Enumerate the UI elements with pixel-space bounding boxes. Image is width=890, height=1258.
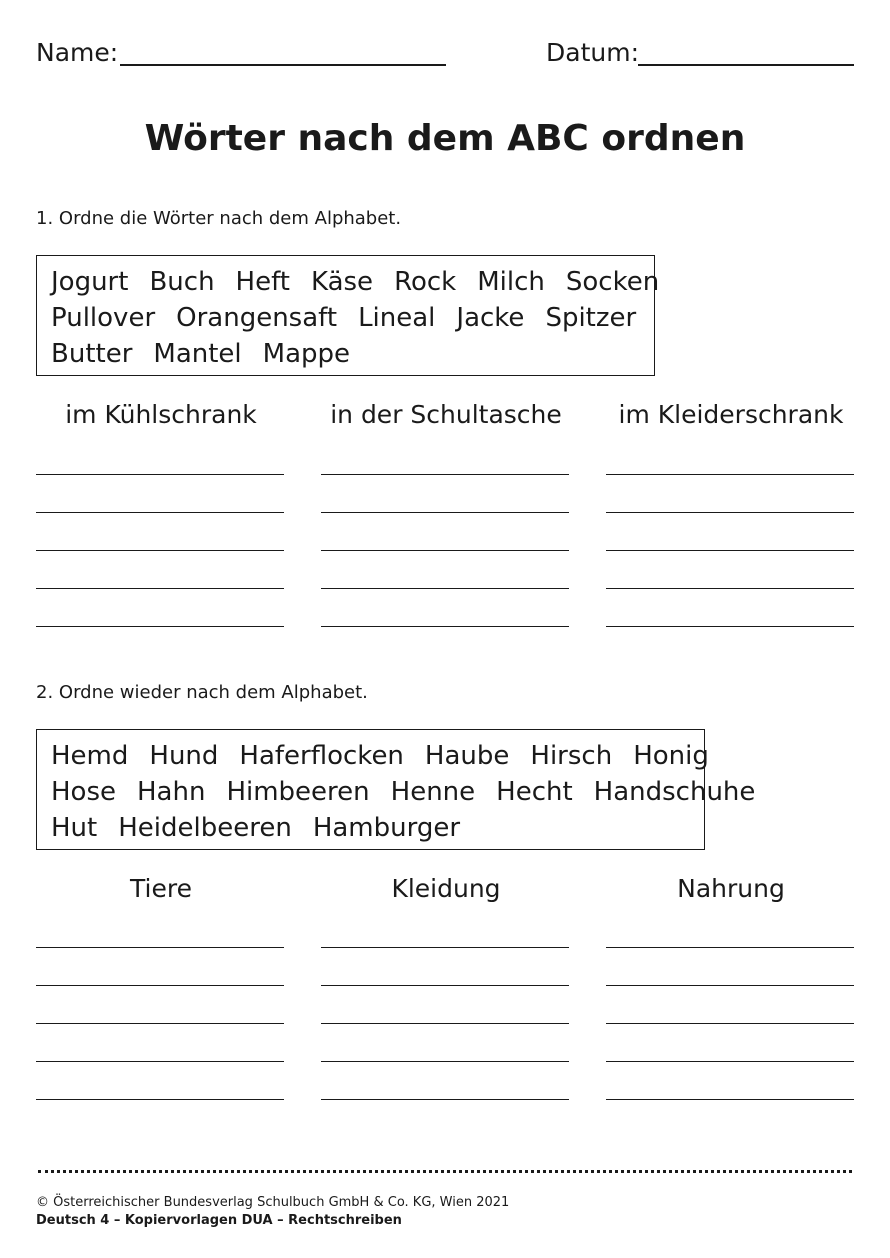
word: Haferflocken (239, 741, 404, 771)
word: Henne (390, 777, 476, 807)
word: Hahn (137, 777, 206, 807)
word-row (51, 264, 660, 300)
word: Butter (51, 339, 133, 369)
exercise1-instruction: 1. Ordne die Wörter nach dem Alphabet. (36, 208, 402, 229)
name-label: Name: (36, 38, 119, 67)
word: Mantel (153, 339, 242, 369)
word: Jacke (456, 303, 525, 333)
answer-line[interactable] (606, 1061, 854, 1062)
word: Socken (565, 267, 660, 297)
answer-line[interactable] (321, 626, 569, 627)
word: Hemd (51, 741, 129, 771)
answer-line[interactable] (606, 985, 854, 986)
answer-line[interactable] (36, 588, 284, 589)
name-field[interactable] (120, 64, 446, 66)
column-title-animals: Tiere (130, 874, 192, 903)
date-label: Datum: (546, 38, 639, 67)
answer-line[interactable] (606, 474, 854, 475)
answer-line[interactable] (321, 474, 569, 475)
answer-line[interactable] (606, 1023, 854, 1024)
exercise2-instruction: 2. Ordne wieder nach dem Alphabet. (36, 682, 368, 703)
word: Himbeeren (226, 777, 370, 807)
word: Spitzer (545, 303, 637, 333)
exercise2-word-box (36, 729, 756, 850)
word: Hose (51, 777, 116, 807)
word: Honig (633, 741, 709, 771)
answer-line[interactable] (321, 588, 569, 589)
answer-line[interactable] (36, 626, 284, 627)
column-title-schoolbag: in der Schultasche (330, 400, 562, 429)
word: Rock (394, 267, 457, 297)
column-title-clothing: Kleidung (391, 874, 501, 903)
word-row (51, 300, 640, 336)
answer-line[interactable] (321, 947, 569, 948)
date-field[interactable] (638, 64, 854, 66)
word: Hirsch (530, 741, 613, 771)
column-title-wardrobe: im Kleiderschrank (618, 400, 844, 429)
column-title-food: Nahrung (677, 874, 785, 903)
word: Orangensaft (176, 303, 338, 333)
word: Hamburger (312, 813, 461, 843)
answer-line[interactable] (321, 985, 569, 986)
word: Buch (149, 267, 215, 297)
word-row (51, 774, 756, 810)
word: Pullover (51, 303, 156, 333)
word-row (51, 810, 690, 846)
answer-line[interactable] (606, 626, 854, 627)
answer-line[interactable] (36, 1023, 284, 1024)
word: Handschuhe (593, 777, 756, 807)
answer-line[interactable] (606, 1099, 854, 1100)
page-title: Wörter nach dem ABC ordnen (144, 118, 746, 159)
answer-line[interactable] (321, 550, 569, 551)
word: Hut (51, 813, 98, 843)
word: Heft (235, 267, 290, 297)
word: Heidelbeeren (118, 813, 292, 843)
answer-line[interactable] (36, 947, 284, 948)
word: Hecht (496, 777, 573, 807)
answer-line[interactable] (606, 550, 854, 551)
answer-line[interactable] (321, 1099, 569, 1100)
answer-line[interactable] (36, 474, 284, 475)
word: Milch (477, 267, 545, 297)
word: Jogurt (51, 267, 129, 297)
footer-dotted-divider (38, 1170, 852, 1173)
word-row (51, 336, 640, 372)
answer-line[interactable] (321, 512, 569, 513)
word: Käse (310, 267, 374, 297)
word: Hund (149, 741, 219, 771)
exercise1-word-box (36, 255, 660, 376)
column-title-fridge: im Kühlschrank (65, 400, 257, 429)
answer-line[interactable] (36, 985, 284, 986)
answer-line[interactable] (36, 1099, 284, 1100)
answer-line[interactable] (36, 550, 284, 551)
answer-line[interactable] (606, 512, 854, 513)
answer-line[interactable] (36, 512, 284, 513)
word: Mappe (262, 339, 351, 369)
word-row (51, 738, 709, 774)
answer-line[interactable] (321, 1061, 569, 1062)
answer-line[interactable] (606, 588, 854, 589)
word: Haube (424, 741, 510, 771)
word: Lineal (358, 303, 436, 333)
footer-copyright: © Österreichischer Bundesverlag Schulbuch GmbH & Co. KG, Wien 2021 (36, 1195, 510, 1210)
footer-series: Deutsch 4 – Kopiervorlagen DUA – Rechtschreiben (36, 1213, 402, 1228)
answer-line[interactable] (36, 1061, 284, 1062)
answer-line[interactable] (606, 947, 854, 948)
answer-line[interactable] (321, 1023, 569, 1024)
